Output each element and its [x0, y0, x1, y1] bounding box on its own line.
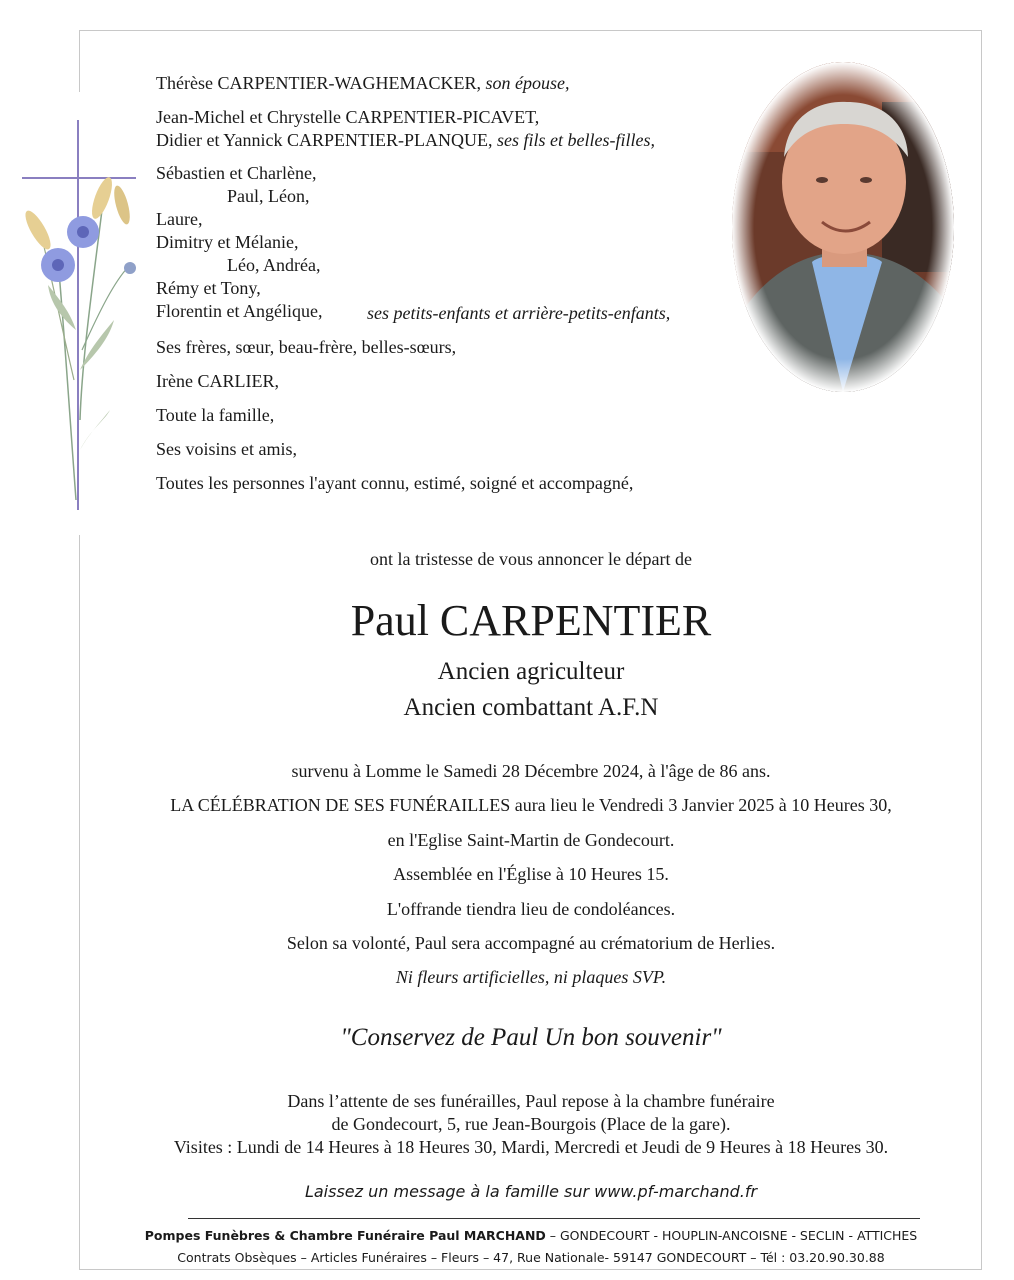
- announcement-intro: ont la tristesse de vous annoncer le départ de: [370, 549, 692, 569]
- others-line: Toutes les personnes l'ayant connu, estimé, soigné et accompagné,: [156, 473, 634, 493]
- frame-left-border-top: [79, 30, 80, 92]
- grandchild-line-1a: Paul, Léon,: [227, 186, 310, 206]
- spouse-role: son épouse,: [485, 73, 570, 93]
- footer-company-line: [80, 1228, 982, 1244]
- family-line: Toute la famille,: [156, 405, 275, 425]
- detail-death: survenu à Lomme le Samedi 28 Décembre 2024, à l'âge de 86 ans.: [291, 761, 771, 781]
- detail-church: en l'Eglise Saint-Martin de Gondecourt.: [387, 830, 675, 850]
- grandchildren-role: ses petits-enfants et arrière-petits-enfants,: [367, 303, 671, 323]
- deceased-title-2: Ancien combattant A.F.N: [403, 694, 659, 721]
- grandchild-line-3a: Léo, Andréa,: [227, 255, 321, 275]
- son-line-2: [156, 129, 655, 151]
- deceased-title-1: Ancien agriculteur: [437, 658, 625, 685]
- son-line-1: Jean-Michel et Chrystelle CARPENTIER-PICAVET,: [156, 107, 540, 127]
- sons-role: ses fils et belles-filles,: [496, 130, 655, 150]
- visit-line-2: de Gondecourt, 5, rue Jean-Bourgois (Place de la gare).: [331, 1114, 731, 1134]
- visit-line-3: Visites : Lundi de 14 Heures à 18 Heures 30, Mardi, Mercredi et Jeudi de 9 Heures à 18 Heures 30.: [173, 1137, 889, 1157]
- grandchild-line-2: Laure,: [156, 209, 203, 229]
- detail-offering: L'offrande tiendra lieu de condoléances.: [386, 899, 676, 919]
- grandchild-line-5: Florentin et Angélique,: [156, 301, 323, 321]
- portrait-photo: [732, 62, 954, 392]
- footer-towns: – GONDECOURT - HOUPLIN-ANCOISNE - SECLIN - ATTICHES: [545, 1228, 918, 1243]
- grandchild-line-1: Sébastien et Charlène,: [156, 163, 317, 183]
- footer-company: Pompes Funèbres & Chambre Funéraire Paul MARCHAND: [144, 1228, 546, 1243]
- spouse-name: Thérèse CARPENTIER-WAGHEMACKER,: [156, 73, 481, 93]
- son-line-2-name: Didier et Yannick CARPENTIER-PLANQUE,: [156, 130, 493, 150]
- spouse-line: [156, 72, 569, 94]
- frame-top-border: [80, 30, 982, 31]
- memorial-quote: "Conservez de Paul Un bon souvenir": [340, 1024, 722, 1051]
- irene-line: Irène CARLIER,: [156, 371, 279, 391]
- detail-ceremony: LA CÉLÉBRATION DE SES FUNÉRAILLES aura lieu le Vendredi 3 Janvier 2025 à 10 Heures 30,: [170, 795, 892, 815]
- detail-no-flowers: Ni fleurs artificielles, ni plaques SVP.: [395, 967, 667, 987]
- cross-with-cornflowers-icon: [10, 120, 150, 515]
- footer-contact-line: Contrats Obsèques – Articles Funéraires – Fleurs – 47, Rue Nationale- 59147 GONDECOURT – Tél : 03.20.90.30.88: [177, 1250, 885, 1265]
- siblings-line: Ses frères, sœur, beau-frère, belles-sœurs,: [156, 337, 457, 357]
- detail-assembly: Assemblée en l'Église à 10 Heures 15.: [393, 864, 669, 884]
- frame-bottom-border: [80, 1269, 982, 1270]
- neighbors-line: Ses voisins et amis,: [156, 439, 298, 459]
- deceased-name: Paul CARPENTIER: [350, 596, 712, 645]
- message-link[interactable]: Laissez un message à la famille sur www.pf-marchand.fr: [304, 1182, 758, 1201]
- grandchild-line-3: Dimitry et Mélanie,: [156, 232, 299, 252]
- grandchild-line-4: Rémy et Tony,: [156, 278, 261, 298]
- visit-line-1: Dans l’attente de ses funérailles, Paul repose à la chambre funéraire: [287, 1091, 775, 1111]
- frame-right-border: [981, 30, 982, 1270]
- detail-crematorium: Selon sa volonté, Paul sera accompagné au crématorium de Herlies.: [286, 933, 776, 953]
- footer-divider: [188, 1218, 920, 1219]
